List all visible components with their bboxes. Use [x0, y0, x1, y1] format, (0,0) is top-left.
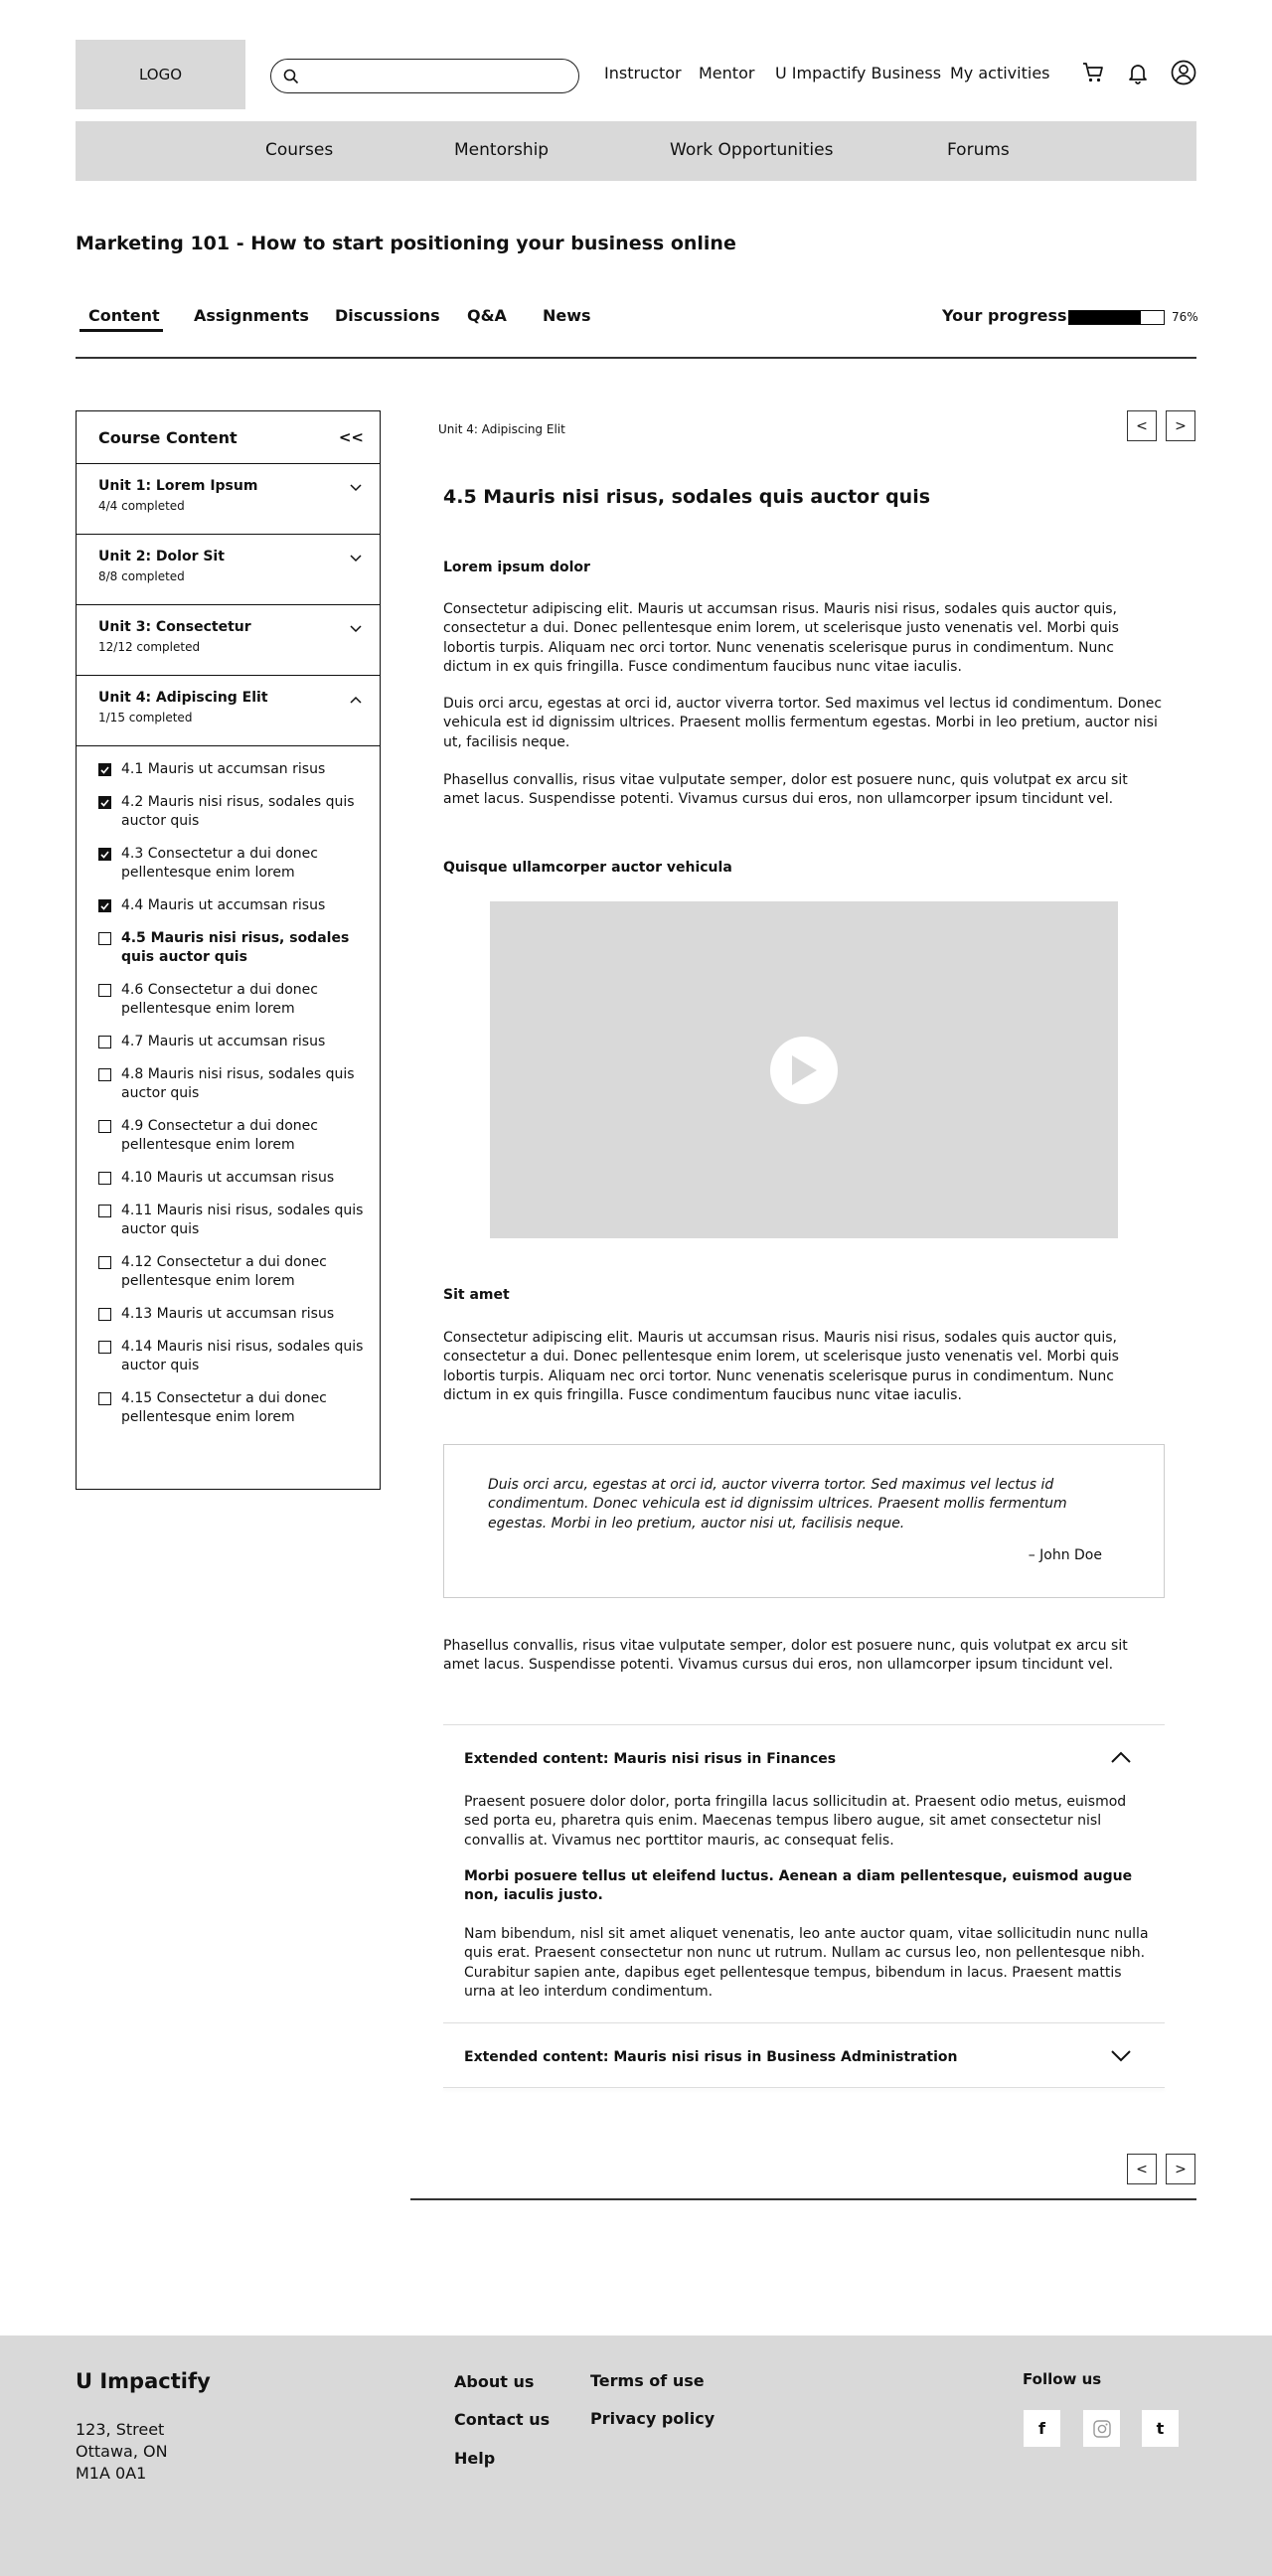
unit-3[interactable] [77, 605, 380, 676]
checkbox-unchecked[interactable] [98, 1341, 111, 1354]
section-heading: Sit amet [443, 1287, 510, 1303]
address-line: 123, Street [76, 2420, 165, 2439]
quote-text: Duis orci arcu, egestas at orci id, auctor viverra tortor. Sed maximus vel lectus id condimentum. Donec vehicula est id dignissim ultrices. Praesent mollis fermentum egestas. Morbi in leo pretium, auctor nisi ut, facilisis neque. [488, 1477, 1067, 1531]
nav-my-activities[interactable]: My activities [950, 64, 1050, 82]
lesson-item[interactable] [77, 896, 380, 915]
cart-icon [1081, 61, 1105, 84]
checkbox-unchecked[interactable] [98, 984, 111, 997]
tab-qa[interactable]: Q&A [467, 306, 507, 325]
accordion-header-business-admin[interactable]: Extended content: Mauris nisi risus in Business Administration [464, 2049, 958, 2065]
check-icon [100, 902, 109, 910]
video-player[interactable] [490, 901, 1118, 1238]
lesson-label: 4.11 Mauris nisi risus, sodales quis auctor quis [121, 1203, 364, 1237]
lesson-list [77, 746, 380, 1427]
profile-button[interactable] [1170, 59, 1197, 86]
unit-2[interactable] [77, 535, 380, 605]
check-icon [100, 799, 109, 807]
checkbox-unchecked[interactable] [98, 1120, 111, 1133]
unit-status: 1/15 completed [98, 711, 193, 724]
paragraph: Consectetur adipiscing elit. Mauris ut accumsan risus. Mauris nisi risus, sodales quis auctor quis, consectetur a dui. Donec pellentesque enim lorem, ut scelerisque justo venenatis vel. Morbi quis lobortis turpis. Aliquam nec orci tortor. Nunc venenatis scelerisque purus in condimentum. Nunc dictum in ex quis fringilla. Fusce condimentum faucibus nunc vitae iaculis. [443, 1330, 1119, 1404]
follow-us-label: Follow us [1023, 2370, 1102, 2388]
lesson-label: 4.15 Consectetur a dui donec pellentesque enim lorem [121, 1390, 327, 1425]
lesson-item[interactable] [77, 1338, 380, 1375]
play-icon [789, 1053, 819, 1087]
accordion-bold-paragraph: Morbi posuere tellus ut eleifend luctus. Aenean a diam pellentesque, euismod augue non, iaculis justo. [464, 1868, 1133, 1904]
tumblr-icon[interactable]: t [1142, 2410, 1179, 2447]
nav-instructor[interactable]: Instructor [604, 64, 682, 82]
check-icon [100, 766, 109, 774]
lesson-item[interactable] [77, 981, 380, 1019]
prev-button-bottom[interactable]: < [1127, 2154, 1157, 2184]
unit-4[interactable] [77, 676, 380, 746]
logo[interactable] [76, 40, 245, 109]
lesson-label: 4.5 Mauris nisi risus, sodales quis auctor quis [121, 930, 350, 965]
footer [0, 2335, 1272, 2576]
checkbox-unchecked[interactable] [98, 1036, 111, 1048]
paragraph: Phasellus convallis, risus vitae vulputate semper, dolor est posuere nunc, quis volutpat ex arcu sit amet lacus. Suspendisse potenti. Vivamus cursus dui eros, non ullamcorper ipsum tincidunt vel. [443, 772, 1128, 808]
lesson-label: 4.2 Mauris nisi risus, sodales quis auctor quis [121, 794, 355, 829]
section-heading: Quisque ullamcorper auctor vehicula [443, 860, 732, 876]
bell-icon [1126, 61, 1150, 84]
chevron-down-icon [350, 625, 362, 633]
lesson-item[interactable] [77, 1065, 380, 1103]
lesson-item[interactable] [77, 1389, 380, 1427]
unit-status: 4/4 completed [98, 499, 185, 513]
lesson-item[interactable] [77, 793, 380, 831]
checkbox-unchecked[interactable] [98, 1256, 111, 1269]
tab-assignments[interactable]: Assignments [194, 306, 309, 325]
unit-title: Unit 2: Dolor Sit [98, 549, 225, 564]
lesson-item[interactable] [77, 1117, 380, 1155]
subnav-work-opportunities[interactable]: Work Opportunities [670, 140, 834, 160]
checkbox-checked[interactable] [98, 899, 111, 912]
footer-link-about[interactable]: About us [454, 2372, 535, 2391]
lesson-label: 4.6 Consectetur a dui donec pellentesque enim lorem [121, 982, 318, 1017]
tab-discussions[interactable]: Discussions [335, 306, 440, 325]
checkbox-checked[interactable] [98, 763, 111, 776]
cart-button[interactable] [1079, 59, 1107, 86]
address-line: M1A 0A1 [76, 2464, 147, 2483]
search-bar[interactable] [270, 59, 579, 93]
facebook-icon[interactable]: f [1024, 2410, 1060, 2447]
lesson-label: 4.9 Consectetur a dui donec pellentesque enim lorem [121, 1118, 318, 1153]
search-input[interactable] [307, 69, 556, 84]
accordion-paragraph: Praesent posuere dolor dolor, porta fringilla lacus sollicitudin at. Praesent odio metus, euismod sed porta eu, pharetra quis enim. Maecenas tempus libero augue, sit amet consectetur nisl convallis at. Vivamus nec porttitor mauris, ac consequat felis. [464, 1794, 1127, 1849]
accordion-header-finances[interactable]: Extended content: Mauris nisi risus in Finances [464, 1751, 837, 1767]
collapse-sidebar-button[interactable]: << [338, 428, 364, 446]
lesson-item[interactable] [77, 845, 380, 883]
sidebar-header [77, 411, 380, 464]
checkbox-unchecked[interactable] [98, 1392, 111, 1405]
checkbox-checked[interactable] [98, 796, 111, 809]
accordion-divider [443, 1724, 1165, 1725]
subnav-courses[interactable]: Courses [265, 140, 334, 160]
tab-content[interactable]: Content [88, 306, 160, 325]
address-line: Ottawa, ON [76, 2442, 168, 2461]
accordion-divider [443, 2087, 1165, 2088]
nav-mentor[interactable]: Mentor [699, 64, 755, 82]
course-content-sidebar [76, 410, 381, 1490]
footer-link-help[interactable]: Help [454, 2449, 496, 2468]
unit-title: Unit 4: Adipiscing Elit [98, 690, 268, 706]
logo-text: LOGO [138, 66, 183, 83]
check-icon [100, 851, 109, 859]
paragraph: Duis orci arcu, egestas at orci id, auctor viverra tortor. Sed maximus vel lectus id condimentum. Donec vehicula est id dignissim ultrices. Praesent mollis fermentum egestas. Morbi in leo pretium, auctor nisi ut, facilisis neque. [443, 696, 1163, 750]
course-title: Marketing 101 - How to start positioning your business online [76, 233, 736, 254]
lesson-item[interactable] [77, 1033, 380, 1051]
paragraph: Consectetur adipiscing elit. Mauris ut accumsan risus. Mauris nisi risus, sodales quis auctor quis, consectetur a dui. Donec pellentesque enim lorem, ut scelerisque justo venenatis vel. Morbi quis lobortis turpis. Aliquam nec orci tortor. Nunc venenatis scelerisque purus in condimentum. Nunc dictum in ex quis fringilla. Fusce condimentum faucibus nunc vitae iaculis. [443, 601, 1119, 676]
next-button-bottom[interactable]: > [1166, 2154, 1195, 2184]
checkbox-checked[interactable] [98, 848, 111, 861]
unit-status: 8/8 completed [98, 569, 185, 583]
unit-title: Unit 3: Consectetur [98, 619, 251, 635]
progress-fill [1069, 311, 1141, 324]
divider [410, 2198, 1196, 2200]
progress-label: Your progress [942, 306, 1067, 325]
tab-news[interactable]: News [543, 306, 591, 325]
breadcrumb: Unit 4: Adipiscing Elit [438, 422, 565, 436]
section-heading: Lorem ipsum dolor [443, 560, 590, 575]
nav-business[interactable]: U Impactify Business [775, 64, 942, 82]
lesson-item[interactable] [77, 1202, 380, 1239]
chevron-down-icon[interactable] [1111, 2050, 1131, 2062]
lesson-item[interactable] [77, 1305, 380, 1324]
sidebar-title: Course Content [98, 427, 238, 447]
play-button[interactable] [770, 1037, 838, 1104]
search-icon [283, 69, 299, 84]
chevron-up-icon [350, 696, 362, 704]
checkbox-unchecked[interactable] [98, 1308, 111, 1321]
lesson-item[interactable] [77, 1169, 380, 1188]
footer-link-privacy[interactable]: Privacy policy [590, 2409, 716, 2428]
accordion-divider [443, 2022, 1165, 2023]
notifications-button[interactable] [1124, 59, 1152, 86]
unit-status: 12/12 completed [98, 640, 201, 654]
accordion-paragraph: Nam bibendum, nisl sit amet aliquet venenatis, leo ante auctor quam, vitae sollicitudin nunc nulla quis erat. Praesent consectetur non nunc ut rutrum. Nullam ac cursus leo, non pellentesque nibh. Curabitur sapien ante, dapibus eget pellentesque tempus, bibendum in lacus. Praesent mattis urna at leo interdum condimentum. [464, 1926, 1149, 2001]
chevron-up-icon[interactable] [1111, 1751, 1131, 1763]
lesson-label: 4.3 Consectetur a dui donec pellentesque enim lorem [121, 846, 318, 881]
secondary-nav [76, 121, 1196, 181]
blockquote [443, 1444, 1165, 1598]
quote-author: – John Doe [1028, 1547, 1102, 1563]
next-button[interactable]: > [1166, 410, 1195, 441]
chevron-down-icon [350, 484, 362, 492]
instagram-icon[interactable] [1083, 2410, 1120, 2447]
lesson-label: 4.1 Mauris ut accumsan risus [121, 761, 326, 777]
lesson-label: 4.10 Mauris ut accumsan risus [121, 1170, 335, 1186]
checkbox-unchecked[interactable] [98, 1172, 111, 1185]
lesson-item[interactable] [77, 1253, 380, 1291]
subnav-mentorship[interactable]: Mentorship [454, 140, 550, 160]
footer-link-contact[interactable]: Contact us [454, 2410, 551, 2429]
lesson-label: 4.4 Mauris ut accumsan risus [121, 897, 326, 913]
checkbox-unchecked[interactable] [98, 1068, 111, 1081]
lesson-label: 4.7 Mauris ut accumsan risus [121, 1034, 326, 1049]
footer-link-terms[interactable]: Terms of use [590, 2371, 705, 2390]
lesson-label: 4.12 Consectetur a dui donec pellentesque enim lorem [121, 1254, 327, 1289]
paragraph: Phasellus convallis, risus vitae vulputate semper, dolor est posuere nunc, quis volutpat ex arcu sit amet lacus. Suspendisse potenti. Vivamus cursus dui eros, non ullamcorper ipsum tincidunt vel. [443, 1638, 1128, 1674]
instagram-glyph-icon [1093, 2420, 1111, 2438]
lesson-label: 4.8 Mauris nisi risus, sodales quis auctor quis [121, 1066, 355, 1101]
lesson-item[interactable] [77, 929, 380, 967]
progress-bar [1068, 310, 1165, 325]
progress-percent: 76% [1172, 310, 1198, 324]
divider [76, 357, 1196, 359]
user-icon [1171, 60, 1196, 85]
lesson-label: 4.14 Mauris nisi risus, sodales quis auctor quis [121, 1339, 364, 1373]
active-tab-indicator [80, 329, 163, 332]
unit-1[interactable] [77, 464, 380, 535]
checkbox-unchecked[interactable] [98, 932, 111, 945]
checkbox-unchecked[interactable] [98, 1205, 111, 1217]
lesson-title: 4.5 Mauris nisi risus, sodales quis auctor quis [443, 486, 931, 508]
subnav-forums[interactable]: Forums [947, 140, 1010, 160]
prev-button[interactable]: < [1127, 410, 1157, 441]
footer-brand: U Impactify [76, 2369, 211, 2393]
chevron-down-icon [350, 555, 362, 563]
unit-title: Unit 1: Lorem Ipsum [98, 478, 258, 494]
lesson-label: 4.13 Mauris ut accumsan risus [121, 1306, 335, 1322]
lesson-item[interactable] [77, 760, 380, 779]
